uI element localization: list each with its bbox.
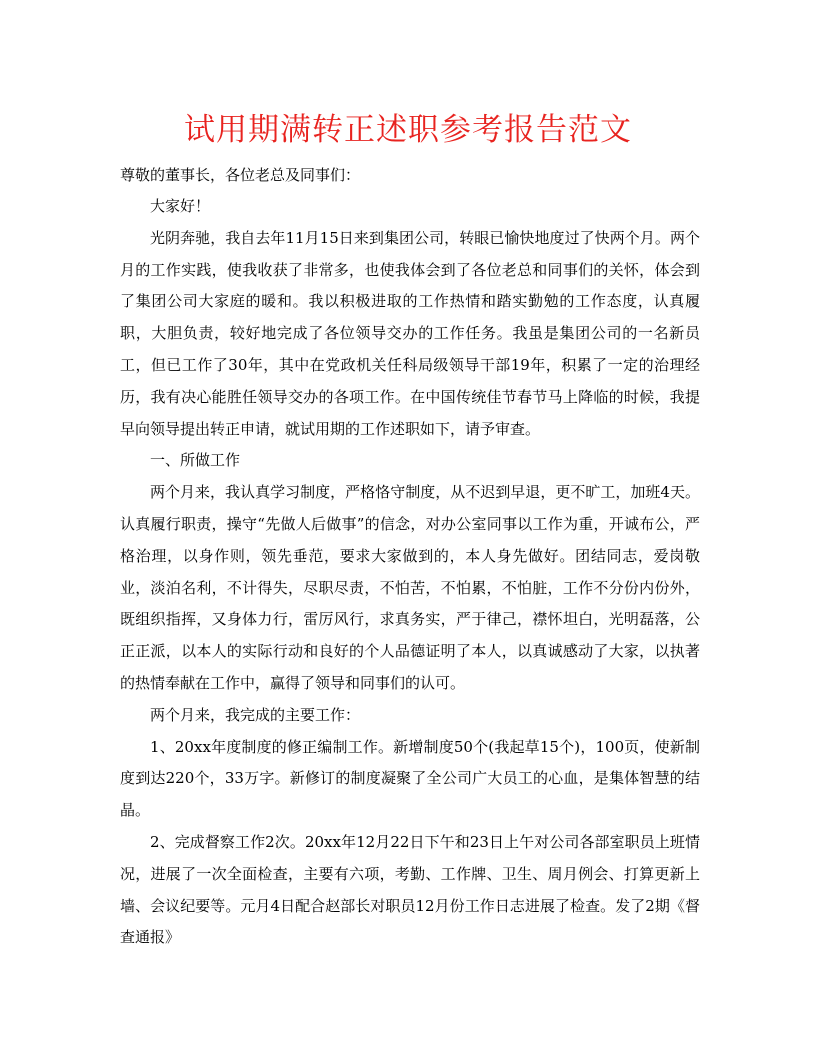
paragraph-work-attitude: 两个月来，我认真学习制度，严格恪守制度，从不迟到早退，更不旷工，加班4天。认真履行职责，操守“先做人后做事”的信念，对办公室同事以工作为重，开诚布公，严格治理，以身作则，领先垂范，要求大家做到的，本人身先做好。团结同志，爱岗敬业，淡泊名利，不计得失，尽职尽责，不怕苦，不怕累，不怕脏，工作不分份内份外，既组织指挥，又身体力行，雷厉风行，求真务实，严于律己，襟怀坦白，光明磊落，公正正派，以本人的实际行动和良好的个人品德证明了本人，以真诚感动了大家，以执著的热情奉献在工作中，赢得了领导和同事们的认可。 xyxy=(120,483,700,692)
section-heading-work-done: 一、所做工作 xyxy=(150,451,241,470)
paragraph-introduction: 光阴奔驰，我自去年11月15日来到集团公司，转眼已愉快地度过了快两个月。两个月的工作实践，使我收获了非常多，也使我体会到了各位老总和同事们的关怀，体会到了集团公司大家庭的暖和。我以积极进取的工作热情和踏实勤勉的工作态度，认真履职，大胆负责，较好地完成了各位领导交办的工作任务。我虽是集团公司的一名新员工，但已工作了30年，其中在党政机关任科局级领导干部19年，积累了一定的治理经历，我有决心能胜任领导交办的各项工作。在中国传统佳节春节马上降临的时候，我提早向领导提出转正申请，就试用期的工作述职如下，请予审查。 xyxy=(120,228,700,438)
paragraph-greeting: 大家好！ xyxy=(150,197,211,215)
paragraph-item-2: 2、完成督察工作2次。20xx年12月22日下午和23日上午对公司各部室职员上班情况，进展了一次全面检查，主要有六项，考勤、工作牌、卫生、周月例会、打算更新上墙、会议纪要等。元月4日配合赵部长对职员12月份工作日志进展了检查。发了2期《督查通报》 xyxy=(120,832,700,947)
paragraph-main-work-intro: 两个月来，我完成的主要工作： xyxy=(150,705,361,724)
document-body xyxy=(120,160,700,954)
paragraph-item-1: 1、20xx年度制度的修正编制工作。新增制度50个(我起草15个)，100页，使新制度到达220个，33万字。新修订的制度凝聚了全公司广大员工的心血，是集体智慧的结晶。 xyxy=(120,737,700,820)
document-title: 试用期满转正述职参考报告范文 xyxy=(184,112,632,148)
salutation: 尊敬的董事长，各位老总及同事们： xyxy=(120,166,361,184)
